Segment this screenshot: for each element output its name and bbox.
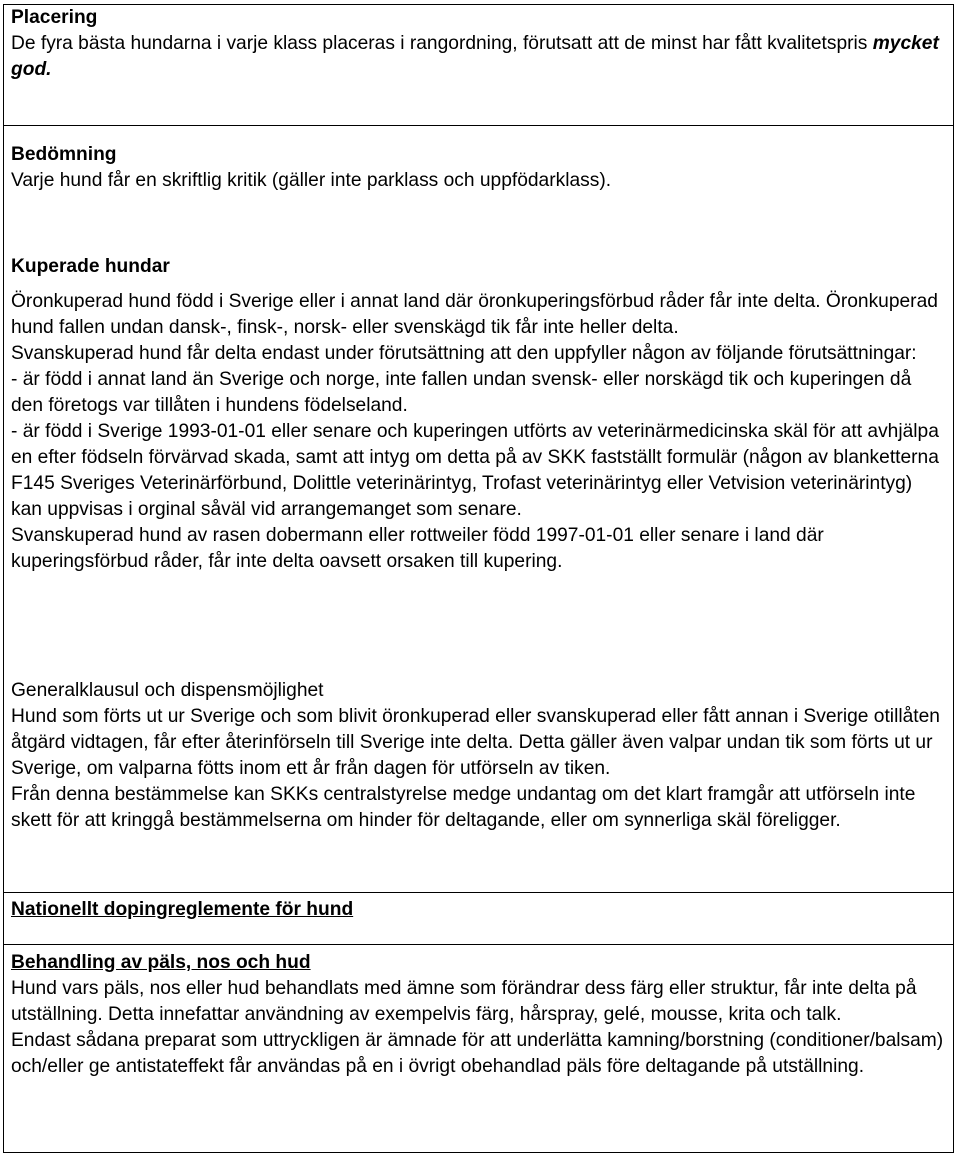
section-doping (11, 897, 946, 923)
section-kuperade-hundar (11, 254, 946, 575)
section-text: De fyra bästa hundarna i varje klass placeras i rangordning, förutsatt att de minst har fått kvalitetspris mycket god. (11, 33, 939, 80)
section-heading: Behandling av päls, nos och hud (11, 952, 311, 973)
section-heading: Bedömning (11, 144, 117, 165)
row-divider (3, 944, 954, 945)
section-placering (11, 5, 946, 83)
section-bedomning (11, 142, 946, 194)
section-heading: Kuperade hundar (11, 256, 170, 277)
section-heading: Generalklausul och dispensmöjlighet (11, 680, 324, 701)
paragraph: Öronkuperad hund född i Sverige eller i annat land där öronkuperingsförbud råder får inte delta. Öronkuperad hund fallen undan dansk-, finsk-, norsk- eller svenskägd tik får inte heller delta. (11, 291, 938, 338)
section-heading: Nationellt dopingreglemente för hund (11, 899, 354, 920)
paragraph: Svanskuperad hund får delta endast under förutsättning att den uppfyller någon av följande förutsättningar: (11, 343, 917, 364)
paragraph: Endast sådana preparat som uttryckligen är ämnade för att underlätta kamning/borstning (conditioner/balsam) och/eller ge antistateffekt får användas på en i övrigt obehandlad päls före deltagande på utställning. (11, 1030, 944, 1077)
paragraph: Hund vars päls, nos eller hud behandlats med ämne som förändrar dess färg eller struktur, får inte delta på utställning. Detta innefattar användning av exempelvis färg, hårspray, gelé, mousse, krita och talk. (11, 978, 917, 1025)
section-text: Varje hund får en skriftlig kritik (gäller inte parklass och uppfödarklass). (11, 170, 612, 191)
section-behandling (11, 950, 946, 1080)
emphasis-text: mycket god. (11, 33, 939, 80)
section-heading: Placering (11, 7, 98, 28)
paragraph: - är född i annat land än Sverige och norge, inte fallen undan svensk- eller norskägd tik och kuperingen då den företogs var tillåten i hundens födelseland. (11, 369, 912, 416)
row-divider (3, 892, 954, 893)
paragraph: - är född i Sverige 1993-01-01 eller senare och kuperingen utförts av veterinärmedicinska skäl för att avhjälpa en efter födseln förvärvad skada, samt att intyg om detta på av SKK fastställt formulär (någon av blanketterna F145 Sveriges Veterinärförbund, Dolittle veterinärintyg, Trofast veterinärintyg eller Vetvision veterinärintyg) kan uppvisas i orginal såväl vid arrangemanget som senare. (11, 421, 939, 520)
paragraph: Svanskuperad hund av rasen dobermann eller rottweiler född 1997-01-01 eller senare i land där kuperingsförbud råder, får inte delta oavsett orsaken till kupering. (11, 525, 824, 572)
paragraph: Hund som förts ut ur Sverige och som blivit öronkuperad eller svanskuperad eller fått annan i Sverige otillåten åtgärd vidtagen, får efter återinförseln till Sverige inte delta. Detta gäller även valpar undan tik som förts ut ur Sverige, om valparna fötts inom ett år från dagen för utförseln av tiken. (11, 706, 940, 779)
paragraph: Från denna bestämmelse kan SKKs centralstyrelse medge undantag om det klart framgår att utförseln inte skett för att kringgå bestämmelserna om hinder för deltagande, eller om synnerliga skäl föreligger. (11, 784, 916, 831)
section-generalklausul (11, 678, 946, 834)
row-divider (3, 125, 954, 126)
